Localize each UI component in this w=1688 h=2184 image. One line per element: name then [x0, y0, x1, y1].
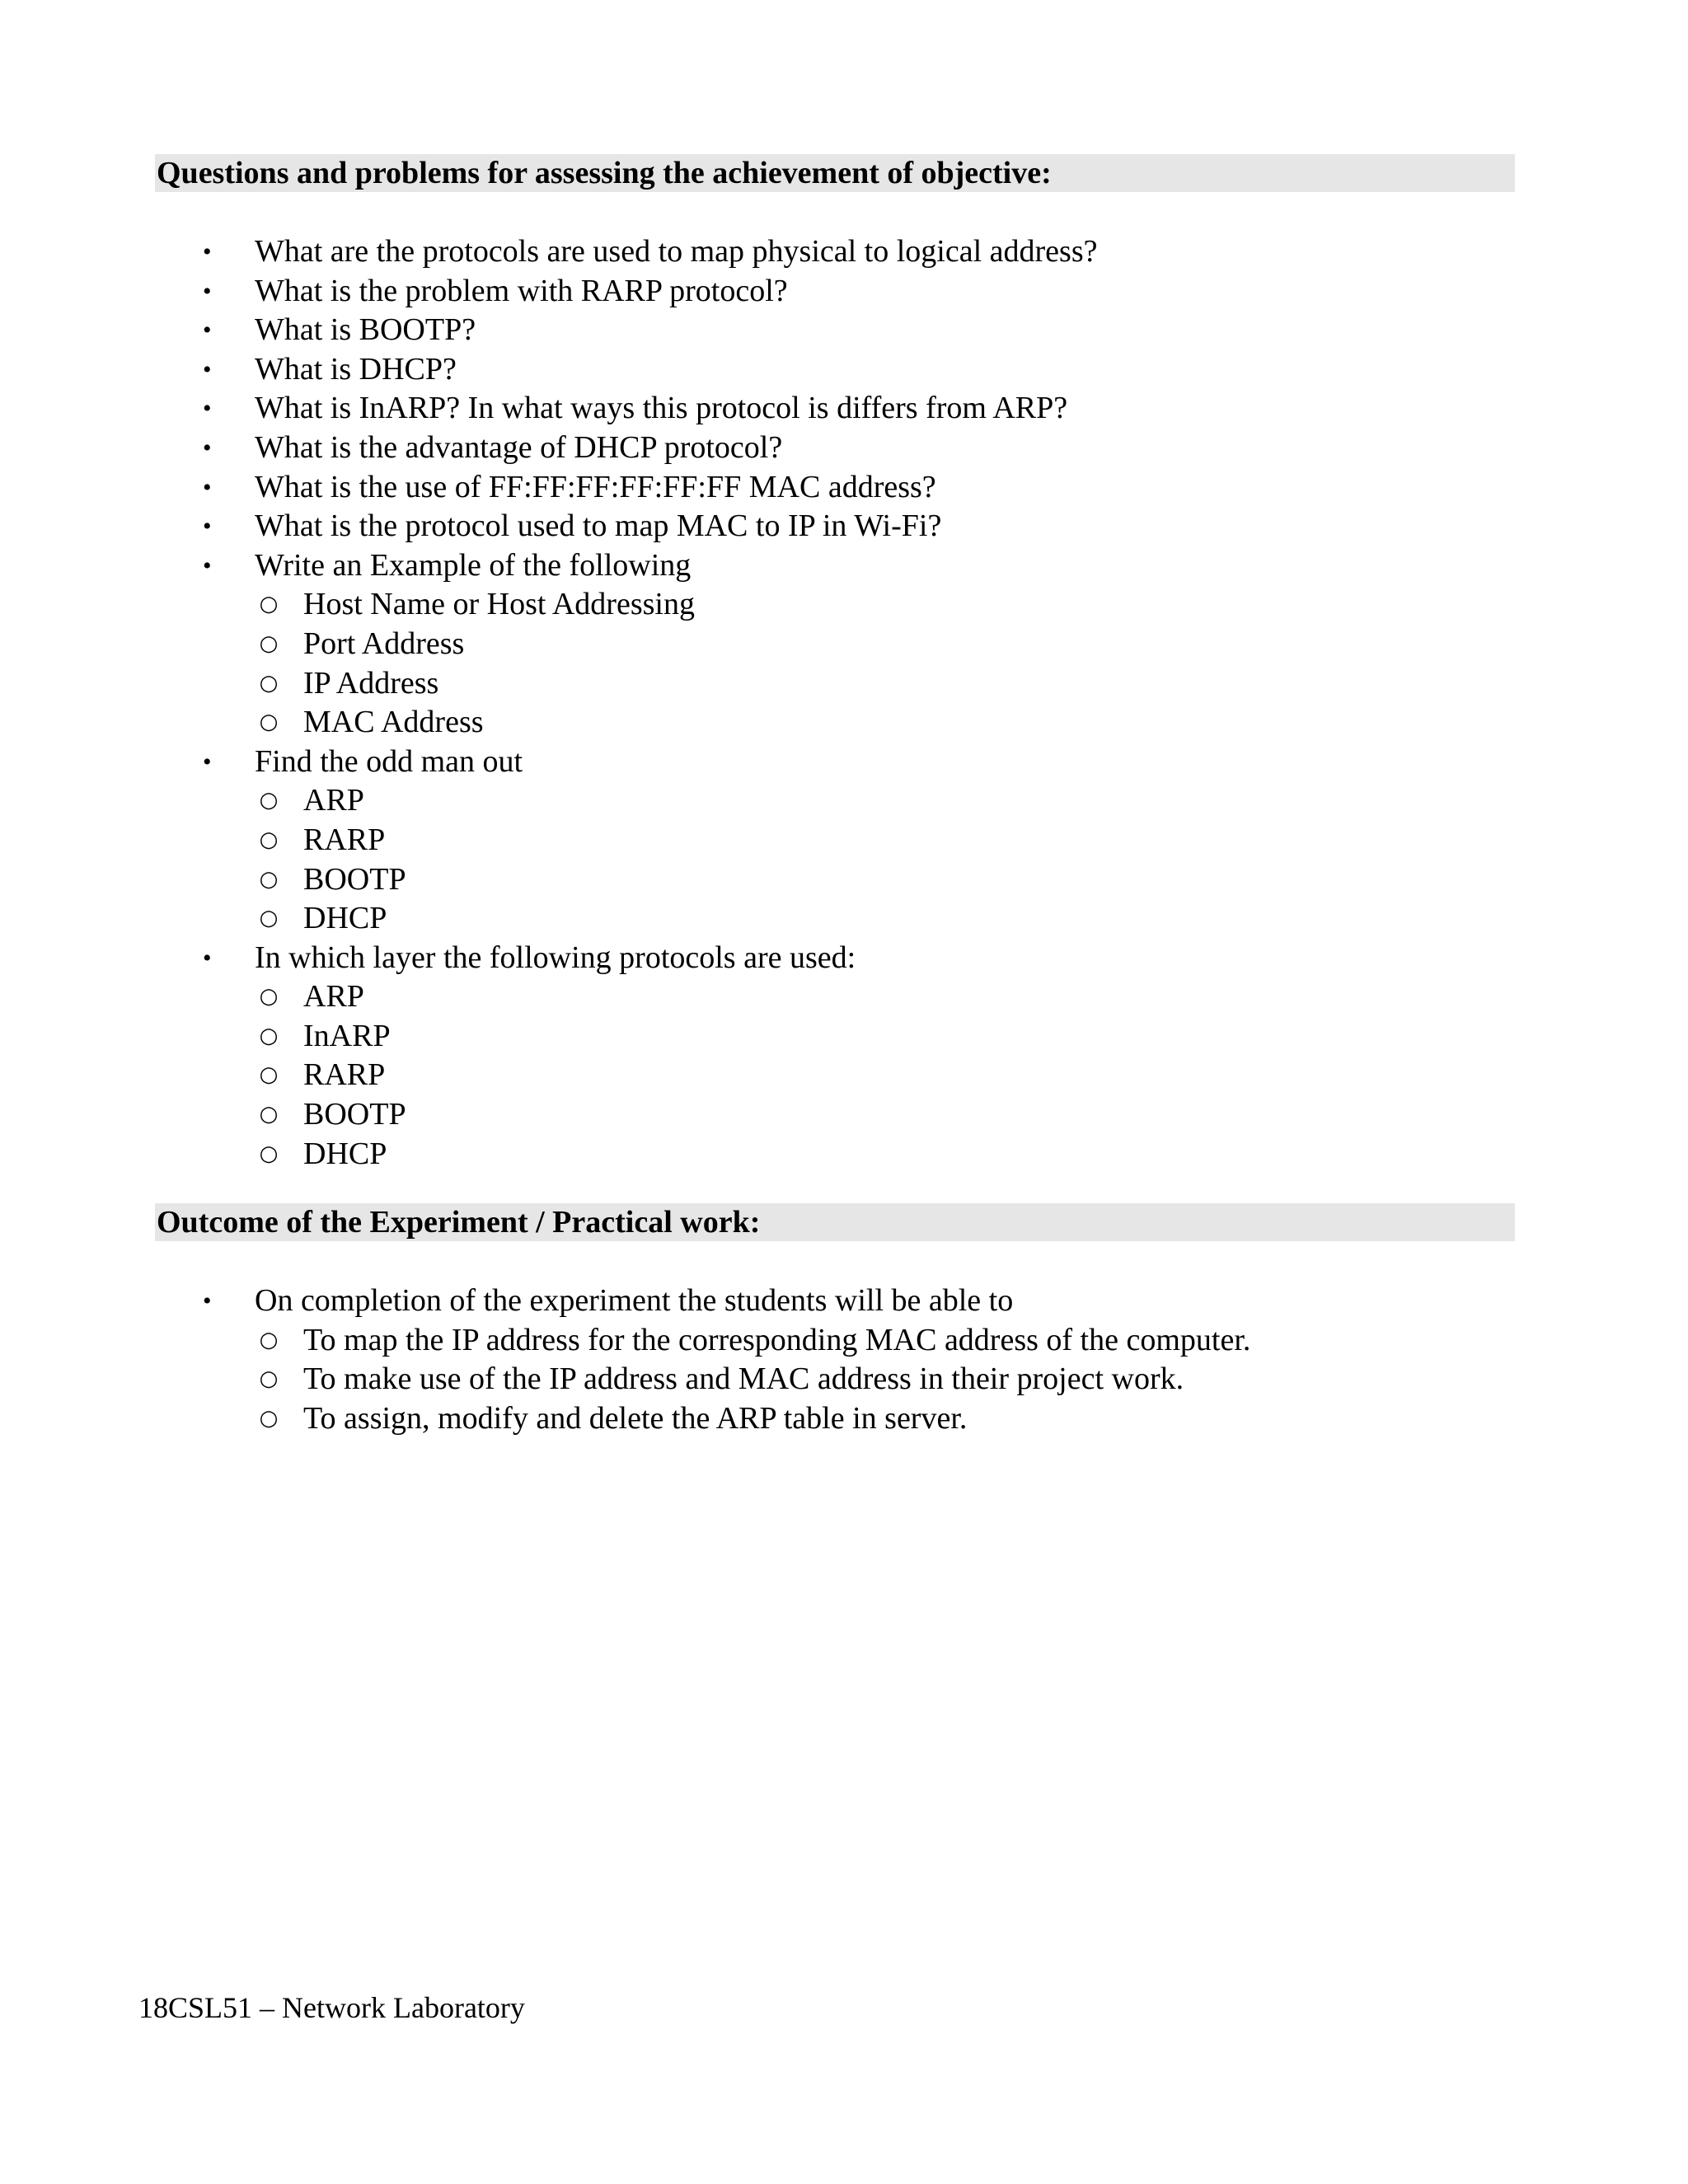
page-footer: 18CSL51 – Network Laboratory	[138, 1991, 525, 2024]
list-item	[0, 468, 1688, 508]
bullet-marker: •	[203, 355, 212, 383]
list-item-text: Port Address	[303, 626, 465, 661]
sub-list-item	[0, 585, 1688, 625]
list-item-text: BOOTP	[303, 861, 406, 897]
list-item	[0, 232, 1688, 272]
sub-list-item	[0, 1017, 1688, 1057]
list-item-text: BOOTP	[303, 1097, 406, 1132]
list-item-text: What is BOOTP?	[255, 312, 476, 348]
list-item-text: Find the odd man out	[255, 743, 523, 779]
list-item	[0, 546, 1688, 586]
sub-list-item	[0, 703, 1688, 743]
list-item-text: What is the problem with RARP protocol?	[255, 273, 788, 308]
sub-list-item	[0, 1056, 1688, 1095]
bullet-marker: •	[203, 1287, 212, 1315]
sub-list-item	[0, 1135, 1688, 1174]
sub-bullet-marker: ○	[259, 984, 279, 1010]
list-item-text: RARP	[303, 1057, 386, 1093]
list-item-text: ARP	[303, 783, 364, 818]
sub-list-item	[0, 664, 1688, 704]
list-item-text: ARP	[303, 979, 364, 1015]
sub-bullet-marker: ○	[259, 630, 279, 656]
questions-list	[0, 232, 1688, 1174]
sub-list-item	[0, 781, 1688, 821]
sub-list-item	[0, 1321, 1688, 1361]
sub-list-item	[0, 977, 1688, 1017]
sub-bullet-marker: ○	[259, 710, 279, 735]
sub-bullet-marker: ○	[259, 1405, 279, 1431]
bullet-marker: •	[203, 944, 212, 972]
list-item	[0, 939, 1688, 978]
list-item-text: What is the use of FF:FF:FF:FF:FF:FF MAC address?	[255, 469, 936, 504]
bullet-marker: •	[203, 434, 212, 462]
sub-bullet-marker: ○	[259, 1327, 279, 1352]
list-item-text: To assign, modify and delete the ARP table in server.	[303, 1400, 968, 1436]
sub-bullet-marker: ○	[259, 827, 279, 852]
list-item	[0, 743, 1688, 782]
sub-bullet-marker: ○	[259, 592, 279, 617]
sub-list-item	[0, 625, 1688, 664]
section-heading-outcome: Outcome of the Experiment / Practical work:	[155, 1203, 1515, 1241]
sub-bullet-marker: ○	[259, 1102, 279, 1127]
list-item	[0, 429, 1688, 468]
bullet-marker: •	[203, 473, 212, 501]
list-item-text: In which layer the following protocols are used:	[255, 940, 856, 975]
bullet-marker: •	[203, 277, 212, 305]
list-item	[0, 311, 1688, 350]
list-item-text: InARP	[303, 1018, 391, 1053]
list-item-text: RARP	[303, 822, 386, 857]
list-item-text: What is DHCP?	[255, 351, 457, 387]
list-item	[0, 1282, 1688, 1321]
list-item	[0, 389, 1688, 429]
list-item-text: What are the protocols are used to map physical to logical address?	[255, 234, 1098, 269]
sub-list-item	[0, 1095, 1688, 1135]
list-item-text: What is the advantage of DHCP protocol?	[255, 429, 783, 465]
sub-list-item	[0, 821, 1688, 860]
list-item-text: What is InARP? In what ways this protocol is differs from ARP?	[255, 391, 1068, 426]
list-item-text: To make use of the IP address and MAC address in their project work.	[303, 1361, 1184, 1397]
sub-bullet-marker: ○	[259, 1023, 279, 1048]
sub-bullet-marker: ○	[259, 788, 279, 813]
section-heading-questions: Questions and problems for assessing the achievement of objective:	[155, 154, 1515, 192]
sub-bullet-marker: ○	[259, 1062, 279, 1088]
list-item-text: To map the IP address for the corresponding MAC address of the computer.	[303, 1322, 1251, 1357]
list-item-text: MAC Address	[303, 705, 484, 740]
sub-list-item	[0, 1360, 1688, 1399]
list-item-text: On completion of the experiment the students will be able to	[255, 1283, 1014, 1318]
list-item	[0, 272, 1688, 312]
bullet-marker: •	[203, 513, 212, 541]
bullet-marker: •	[203, 395, 212, 423]
bullet-marker: •	[203, 238, 212, 265]
sub-bullet-marker: ○	[259, 866, 279, 892]
outcome-list	[0, 1282, 1688, 1438]
list-item-text: DHCP	[303, 901, 387, 936]
list-item-text: Write an Example of the following	[255, 547, 692, 583]
sub-bullet-marker: ○	[259, 906, 279, 931]
list-item-text: IP Address	[303, 665, 439, 701]
bullet-marker: •	[203, 551, 212, 579]
list-item	[0, 507, 1688, 546]
sub-list-item	[0, 899, 1688, 939]
list-item-text: Host Name or Host Addressing	[303, 587, 695, 622]
sub-bullet-marker: ○	[259, 670, 279, 696]
sub-list-item	[0, 860, 1688, 900]
bullet-marker: •	[203, 748, 212, 776]
list-item-text: DHCP	[303, 1136, 387, 1171]
sub-bullet-marker: ○	[259, 1141, 279, 1166]
sub-bullet-marker: ○	[259, 1366, 279, 1392]
list-item-text: What is the protocol used to map MAC to IP in Wi-Fi?	[255, 509, 942, 544]
sub-list-item	[0, 1399, 1688, 1439]
list-item	[0, 350, 1688, 390]
bullet-marker: •	[203, 316, 212, 344]
